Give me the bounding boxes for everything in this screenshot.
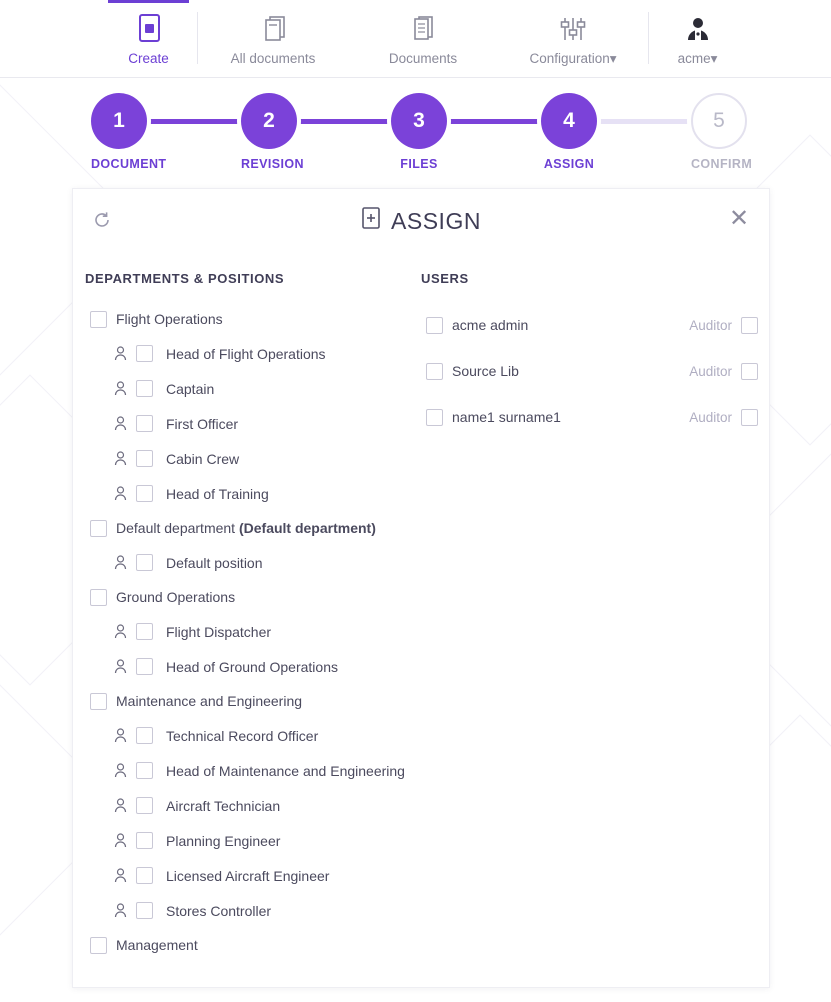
departments-column-title: DEPARTMENTS & POSITIONS [85, 271, 413, 286]
all-documents-icon [258, 13, 288, 45]
nav-item-configuration[interactable] [498, 0, 648, 77]
refresh-icon[interactable] [89, 207, 115, 233]
department-row[interactable] [85, 928, 413, 962]
person-icon [113, 381, 127, 397]
assign-panel-header [73, 189, 769, 253]
user-role-label: Auditor [689, 364, 732, 379]
department-checkbox[interactable] [90, 589, 107, 606]
person-icon [113, 903, 127, 919]
position-label: Cabin Crew [166, 451, 239, 467]
position-checkbox[interactable] [136, 727, 153, 744]
user-name: acme admin [452, 317, 689, 333]
department-label: Ground Operations [116, 589, 235, 605]
nav-item-all-documents[interactable] [198, 0, 348, 77]
department-label: Maintenance and Engineering [116, 693, 302, 709]
user-row[interactable] [421, 394, 758, 440]
person-icon [113, 763, 127, 779]
position-checkbox[interactable] [136, 832, 153, 849]
position-checkbox[interactable] [136, 867, 153, 884]
department-label: Flight Operations [116, 311, 223, 327]
person-icon [113, 416, 127, 432]
position-label: Licensed Aircraft Engineer [166, 868, 329, 884]
auditor-checkbox[interactable] [741, 409, 758, 426]
stepper-step-confirm-number: 5 [691, 93, 747, 149]
position-row[interactable] [85, 649, 413, 684]
department-checkbox[interactable] [90, 937, 107, 954]
nav-label-account-text: acme [678, 51, 711, 66]
position-row[interactable] [85, 893, 413, 928]
department-checkbox[interactable] [90, 693, 107, 710]
position-checkbox[interactable] [136, 450, 153, 467]
stepper-step-assign[interactable] [541, 93, 597, 171]
close-icon[interactable]: ✕ [725, 205, 753, 233]
department-label: Management [116, 937, 198, 953]
position-row[interactable] [85, 545, 413, 580]
position-checkbox[interactable] [136, 623, 153, 640]
documents-icon [408, 13, 438, 45]
chevron-down-icon: ▾ [610, 51, 617, 66]
position-label: Head of Training [166, 486, 269, 502]
stepper-step-document-number: 1 [91, 93, 147, 149]
departments-column [73, 263, 413, 1002]
nav-label-account [678, 51, 718, 67]
department-label-default-tag: (Default department) [239, 520, 376, 536]
position-label: Head of Ground Operations [166, 659, 338, 675]
stepper-step-files-number: 3 [391, 93, 447, 149]
wizard-stepper [0, 78, 831, 183]
nav-label-documents: Documents [389, 51, 457, 66]
department-row[interactable] [85, 580, 413, 614]
user-avatar-icon [683, 13, 713, 45]
nav-label-configuration [529, 51, 616, 67]
person-icon [113, 728, 127, 744]
chevron-down-icon-account: ▾ [711, 51, 718, 66]
position-row[interactable] [85, 718, 413, 753]
position-label: First Officer [166, 416, 238, 432]
position-checkbox[interactable] [136, 485, 153, 502]
position-checkbox[interactable] [136, 554, 153, 571]
user-checkbox[interactable] [426, 409, 443, 426]
position-row[interactable] [85, 371, 413, 406]
stepper-step-files[interactable] [391, 93, 447, 171]
nav-item-account[interactable] [649, 0, 746, 77]
assign-document-icon [361, 206, 381, 236]
departments-list[interactable] [85, 302, 413, 1002]
user-role-label: Auditor [689, 410, 732, 425]
position-checkbox[interactable] [136, 797, 153, 814]
department-row[interactable] [85, 684, 413, 718]
top-navigation-bar [0, 0, 831, 78]
stepper-step-document[interactable] [91, 93, 147, 171]
stepper-step-confirm-label: CONFIRM [691, 157, 747, 171]
person-icon [113, 555, 127, 571]
stepper-step-document-label: DOCUMENT [91, 157, 147, 171]
department-checkbox[interactable] [90, 520, 107, 537]
position-row[interactable] [85, 441, 413, 476]
department-label [116, 520, 376, 536]
position-checkbox[interactable] [136, 658, 153, 675]
nav-label-all-documents: All documents [231, 51, 316, 66]
position-label: Captain [166, 381, 214, 397]
nav-item-documents[interactable] [348, 0, 498, 77]
position-label: Planning Engineer [166, 833, 280, 849]
user-name: name1 surname1 [452, 409, 689, 425]
position-checkbox[interactable] [136, 415, 153, 432]
users-list [421, 302, 758, 440]
user-row[interactable] [421, 302, 758, 348]
person-icon [113, 624, 127, 640]
person-icon [113, 451, 127, 467]
position-checkbox[interactable] [136, 762, 153, 779]
nav-label-configuration-text: Configuration [529, 51, 609, 66]
position-row[interactable] [85, 788, 413, 823]
person-icon [113, 833, 127, 849]
position-label: Technical Record Officer [166, 728, 318, 744]
assign-panel-columns [73, 253, 769, 1002]
stepper-step-revision[interactable] [241, 93, 297, 171]
position-label: Flight Dispatcher [166, 624, 271, 640]
user-name: Source Lib [452, 363, 689, 379]
department-label-text: Default department [116, 520, 239, 536]
assign-panel [72, 188, 770, 988]
position-checkbox[interactable] [136, 380, 153, 397]
department-checkbox[interactable] [90, 311, 107, 328]
position-checkbox[interactable] [136, 345, 153, 362]
position-row[interactable] [85, 614, 413, 649]
assign-panel-title [361, 206, 481, 236]
person-icon [113, 486, 127, 502]
department-row[interactable] [85, 302, 413, 336]
stepper-step-assign-label: ASSIGN [541, 157, 597, 171]
position-label: Stores Controller [166, 903, 271, 919]
assign-panel-title-text: ASSIGN [391, 208, 481, 235]
position-label: Head of Maintenance and Engineering [166, 763, 405, 779]
nav-label-create: Create [128, 51, 169, 66]
user-row[interactable] [421, 348, 758, 394]
person-icon [113, 659, 127, 675]
create-document-icon [134, 13, 164, 45]
position-checkbox[interactable] [136, 902, 153, 919]
users-column-title: USERS [421, 271, 758, 286]
stepper-step-confirm[interactable] [691, 93, 747, 171]
person-icon [113, 346, 127, 362]
position-row[interactable] [85, 336, 413, 371]
stepper-step-revision-label: REVISION [241, 157, 297, 171]
position-label: Default position [166, 555, 263, 571]
position-row[interactable] [85, 406, 413, 441]
person-icon [113, 798, 127, 814]
stepper-step-assign-number: 4 [541, 93, 597, 149]
user-role-label: Auditor [689, 318, 732, 333]
person-icon [113, 868, 127, 884]
configuration-icon [556, 13, 590, 45]
nav-item-create[interactable] [100, 0, 197, 77]
stepper-step-revision-number: 2 [241, 93, 297, 149]
position-row[interactable] [85, 753, 413, 788]
position-row[interactable] [85, 476, 413, 511]
user-checkbox[interactable] [426, 317, 443, 334]
position-label: Head of Flight Operations [166, 346, 326, 362]
department-row[interactable] [85, 511, 413, 545]
users-column [413, 263, 758, 1002]
auditor-checkbox[interactable] [741, 363, 758, 380]
user-checkbox[interactable] [426, 363, 443, 380]
auditor-checkbox[interactable] [741, 317, 758, 334]
position-row[interactable] [85, 823, 413, 858]
stepper-step-files-label: FILES [391, 157, 447, 171]
position-label: Aircraft Technician [166, 798, 280, 814]
position-row[interactable] [85, 858, 413, 893]
